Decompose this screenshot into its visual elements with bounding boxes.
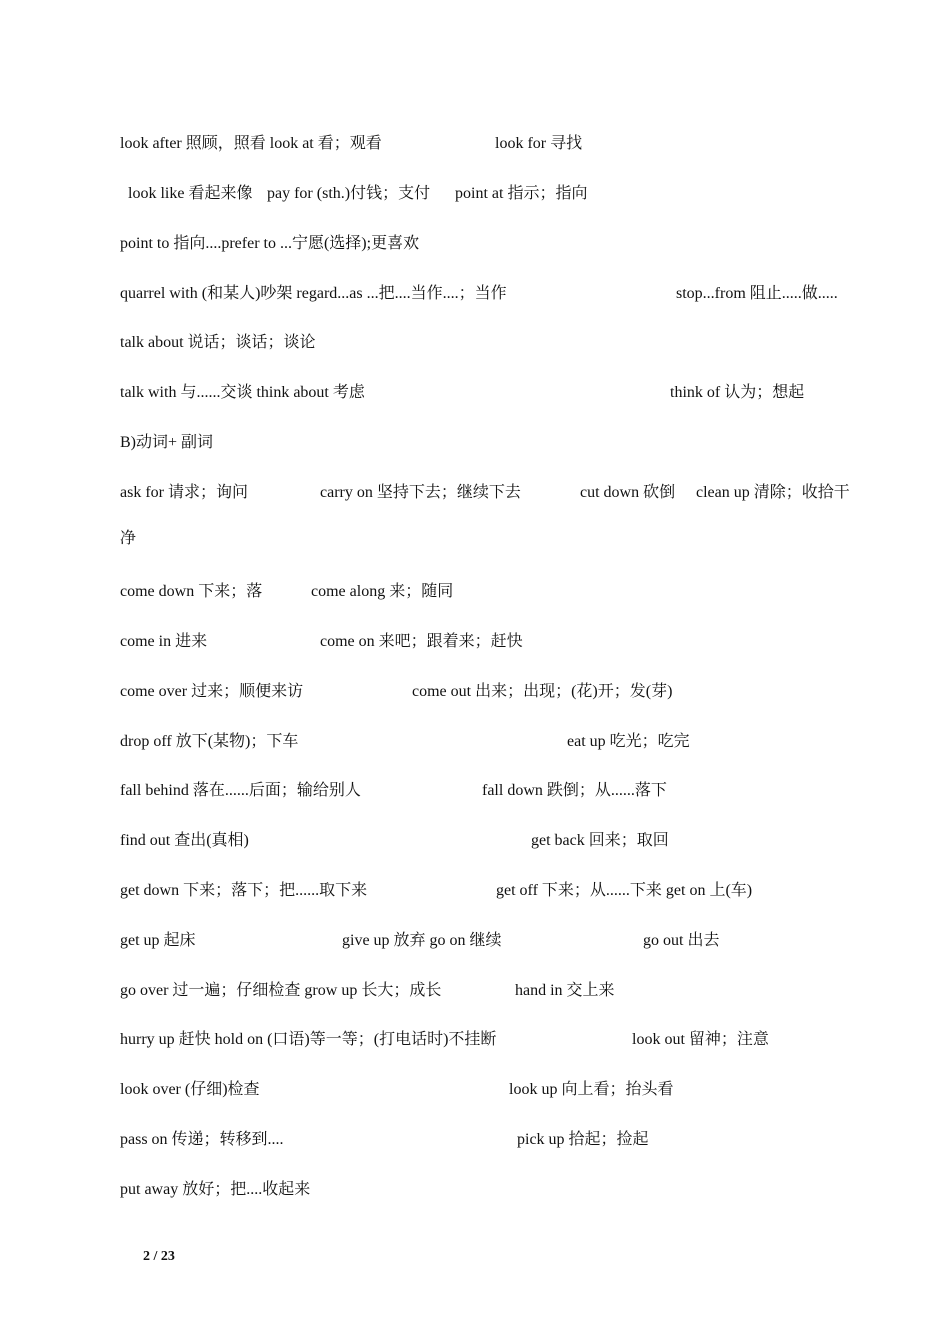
text-line bbox=[120, 1128, 920, 1152]
phrase-entry: eat up 吃光；吃完 bbox=[567, 733, 690, 750]
phrase-entry: drop off 放下(某物)；下车 bbox=[120, 733, 299, 750]
phrase-entry: 净 bbox=[120, 530, 137, 547]
phrase-entry: come in 进来 bbox=[120, 633, 208, 650]
page-number: 2 / 23 bbox=[143, 1249, 175, 1264]
phrase-entry: find out 查出(真相) bbox=[120, 832, 249, 849]
text-line bbox=[120, 331, 920, 355]
phrase-entry: clean up 清除；收拾干 bbox=[696, 484, 850, 501]
section-title: B)动词+ 副词 bbox=[120, 434, 214, 451]
phrase-entry: stop...from 阻止.....做..... bbox=[676, 285, 838, 302]
phrase-entry: get up 起床 bbox=[120, 932, 196, 949]
phrase-entry: fall behind 落在......后面；输给别人 bbox=[120, 782, 361, 799]
phrase-entry: pass on 传递；转移到.... bbox=[120, 1131, 284, 1148]
text-line bbox=[120, 680, 920, 704]
text-line bbox=[120, 580, 920, 604]
phrase-entry: look like 看起来像 bbox=[128, 185, 253, 202]
phrase-entry: come along 来；随同 bbox=[311, 583, 454, 600]
text-line bbox=[120, 481, 920, 505]
section-heading bbox=[120, 431, 920, 455]
text-line bbox=[120, 381, 920, 405]
phrase-entry: point to 指向....prefer to ...宁愿(选择);更喜欢 bbox=[120, 235, 420, 252]
phrase-entry: point at 指示；指向 bbox=[455, 185, 588, 202]
phrase-entry: come down 下来；落 bbox=[120, 583, 263, 600]
text-line bbox=[120, 730, 920, 754]
phrase-entry: get back 回来；取回 bbox=[531, 832, 669, 849]
text-line bbox=[120, 879, 920, 903]
phrase-entry: look up 向上看；抬头看 bbox=[509, 1081, 674, 1098]
text-line bbox=[120, 232, 920, 256]
phrase-entry: come over 过来；顺便来访 bbox=[120, 683, 304, 700]
phrase-entry: get off 下来；从......下来 get on 上(车) bbox=[496, 882, 753, 899]
phrase-entry: talk about 说话；谈话；谈论 bbox=[120, 334, 316, 351]
text-line bbox=[120, 779, 920, 803]
phrase-entry: think of 认为；想起 bbox=[670, 384, 805, 401]
text-line bbox=[120, 979, 920, 1003]
text-line bbox=[120, 527, 920, 551]
phrase-entry: cut down 砍倒 bbox=[580, 484, 676, 501]
phrase-entry: come out 出来；出现；(花)开；发(芽) bbox=[412, 683, 673, 700]
phrase-entry: pick up 拾起；捡起 bbox=[517, 1131, 649, 1148]
phrase-entry: put away 放好；把....收起来 bbox=[120, 1181, 311, 1198]
phrase-entry: look for 寻找 bbox=[495, 135, 583, 152]
phrase-entry: go out 出去 bbox=[643, 932, 720, 949]
phrase-entry: ask for 请求；询问 bbox=[120, 484, 248, 501]
text-line bbox=[120, 929, 920, 953]
phrase-entry: carry on 坚持下去；继续下去 bbox=[320, 484, 521, 501]
phrase-entry: get down 下来；落下；把......取下来 bbox=[120, 882, 368, 899]
phrase-entry: come on 来吧；跟着来；赶快 bbox=[320, 633, 523, 650]
phrase-entry: fall down 跌倒；从......落下 bbox=[482, 782, 667, 799]
phrase-entry: give up 放弃 go on 继续 bbox=[342, 932, 502, 949]
phrase-entry: look after 照顾，照看 look at 看；观看 bbox=[120, 135, 382, 152]
phrase-entry: talk with 与......交谈 think about 考虑 bbox=[120, 384, 365, 401]
phrase-entry: look out 留神；注意 bbox=[632, 1031, 769, 1048]
phrase-entry: go over 过一遍；仔细检查 grow up 长大；成长 bbox=[120, 982, 442, 999]
text-line bbox=[120, 1178, 920, 1202]
phrase-entry: look over (仔细)检查 bbox=[120, 1081, 260, 1098]
phrase-entry: quarrel with (和某人)吵架 regard...as ...把....当作....；当作 bbox=[120, 285, 507, 302]
text-line bbox=[120, 132, 920, 156]
text-line bbox=[120, 282, 920, 306]
text-line bbox=[120, 630, 920, 654]
text-line bbox=[120, 1078, 920, 1102]
text-line bbox=[120, 829, 920, 853]
phrase-entry: pay for (sth.)付钱；支付 bbox=[267, 185, 431, 202]
phrase-entry: hurry up 赶快 hold on (口语)等一等；(打电话时)不挂断 bbox=[120, 1031, 497, 1048]
text-line bbox=[120, 182, 920, 206]
text-line bbox=[120, 1028, 920, 1052]
phrase-entry: hand in 交上来 bbox=[515, 982, 615, 999]
